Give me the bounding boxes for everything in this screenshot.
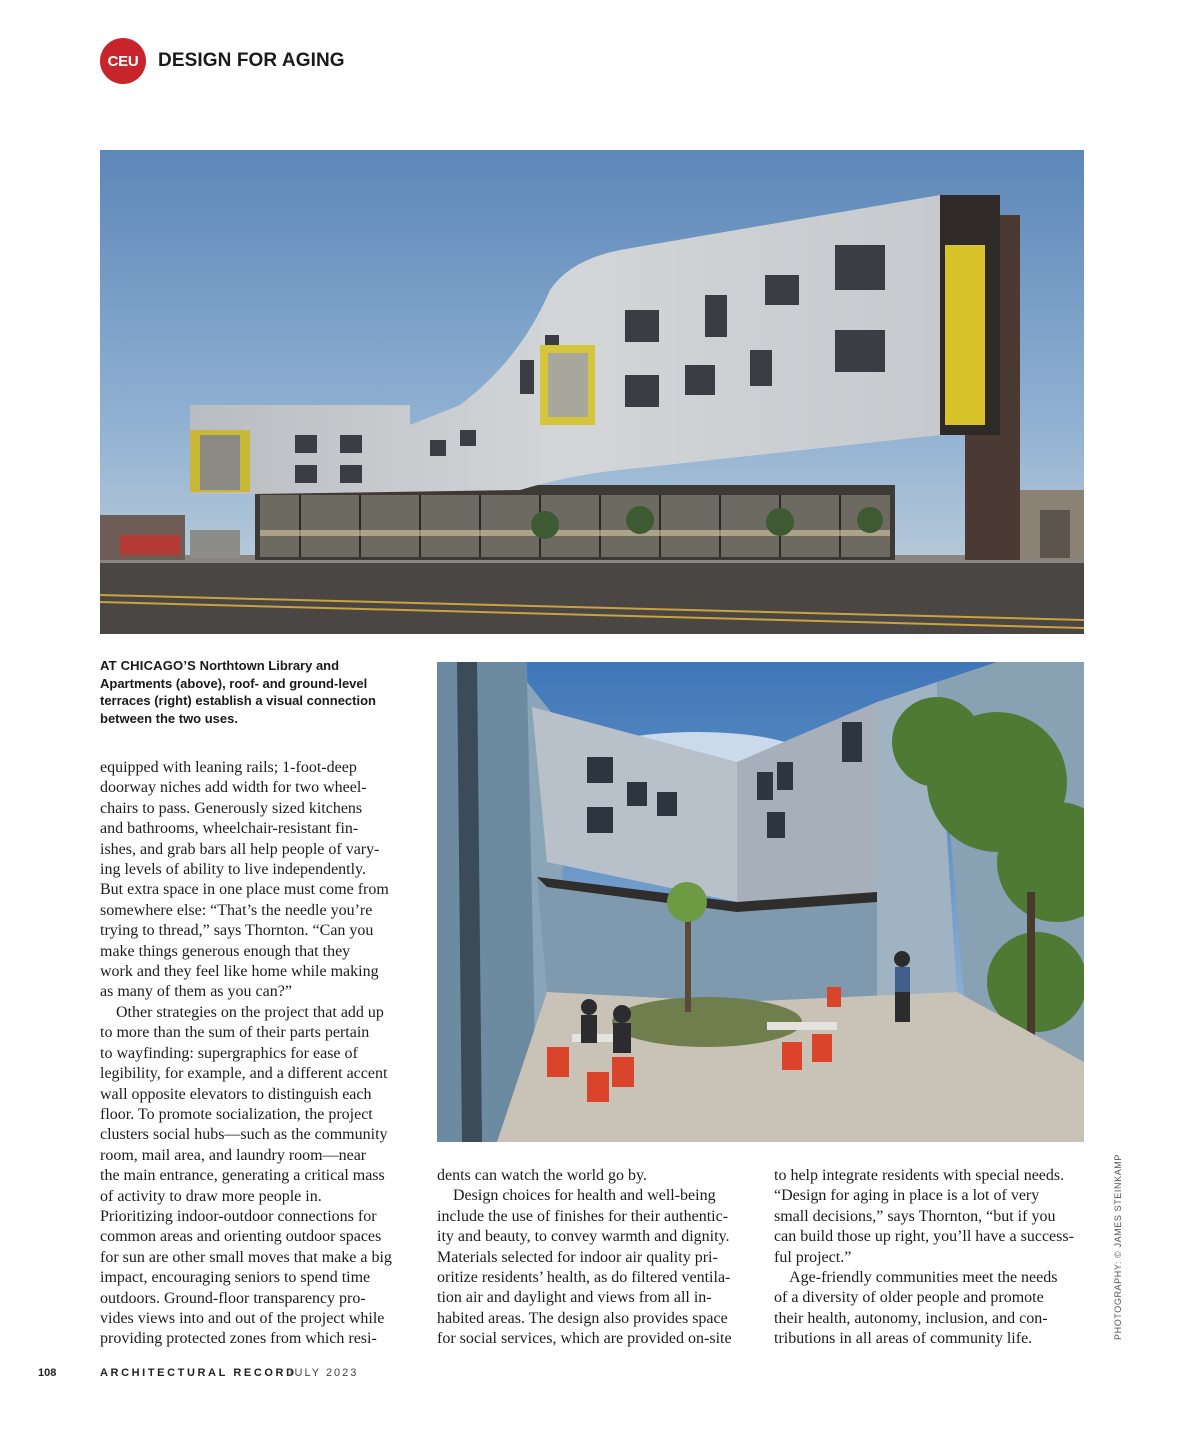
body-text-line: habited areas. The design also provides space	[437, 1309, 728, 1327]
section-header	[100, 38, 345, 84]
body-text-line: clusters social hubs—such as the community	[100, 1126, 388, 1144]
body-text-line: for sun are other small moves that make a big	[100, 1248, 392, 1266]
body-text-line: include the use of finishes for their authentic-	[437, 1207, 729, 1225]
body-text-line: ishes, and grab bars all help people of vary-	[100, 840, 380, 858]
body-text-line: Other strategies on the project that add up	[100, 1003, 384, 1021]
publication-name: ARCHITECTURAL RECORD	[100, 1367, 297, 1379]
photo-credit: PHOTOGRAPHY: © JAMES STEINKAMP	[1113, 1154, 1123, 1340]
body-text-line: ful project.”	[774, 1248, 852, 1266]
body-text-line: impact, encouraging seniors to spend time	[100, 1269, 371, 1287]
body-column-middle	[437, 1166, 757, 1350]
body-text-line: their health, autonomy, inclusion, and con-	[774, 1309, 1048, 1327]
ceu-badge: CEU	[100, 38, 146, 84]
courtyard-photo	[437, 662, 1084, 1142]
body-text-line: and bathrooms, wheelchair-resistant fin-	[100, 820, 359, 838]
body-text-line: equipped with leaning rails; 1-foot-deep	[100, 759, 357, 776]
body-text-line: make things generous enough that they	[100, 942, 351, 960]
body-text-line: tributions in all areas of community life.	[774, 1330, 1033, 1348]
body-text-line: ing levels of ability to live independently.	[100, 861, 367, 879]
body-text-line: doorway niches add width for two wheel-	[100, 779, 367, 797]
body-text-line: chairs to pass. Generously sized kitchens	[100, 799, 363, 817]
building-exterior-photo	[100, 150, 1084, 634]
body-text-line: “Design for aging in place is a lot of very	[774, 1187, 1040, 1205]
body-text-line: to help integrate residents with special needs.	[774, 1167, 1065, 1184]
body-text-line: to more than the sum of their parts pertain	[100, 1024, 370, 1042]
caption-text: Northtown Library and Apartments (above), roof- and ground-level terraces (right) establish a visual connection between the two uses.	[100, 658, 376, 726]
issue-date: JULY 2023	[287, 1367, 359, 1379]
body-text-line: work and they feel like home while making	[100, 963, 379, 981]
body-text-line: of activity to draw more people in.	[100, 1187, 322, 1205]
body-text-line: of a diversity of older people and promote	[774, 1289, 1044, 1307]
body-text-line: trying to thread,” says Thornton. “Can you	[100, 922, 374, 940]
body-text-line: legibility, for example, and a different accent	[100, 1065, 388, 1083]
body-column-left	[100, 758, 420, 1350]
body-text-line: common areas and orienting outdoor spaces	[100, 1228, 382, 1246]
body-text-line: somewhere else: “That’s the needle you’re	[100, 901, 373, 919]
section-title: DESIGN FOR AGING	[158, 50, 345, 71]
body-text-line: But extra space in one place must come from	[100, 881, 389, 899]
body-text-line: room, mail area, and laundry room—near	[100, 1146, 367, 1164]
page-number: 108	[38, 1367, 57, 1379]
body-text-line: Age-friendly communities meet the needs	[774, 1269, 1058, 1287]
body-text-line: for social services, which are provided on-site	[437, 1330, 732, 1348]
body-text-line: Materials selected for indoor air quality pri-	[437, 1248, 718, 1266]
photo-caption	[100, 657, 400, 727]
body-text-line: outdoors. Ground-floor transparency pro-	[100, 1289, 366, 1307]
body-text-line: floor. To promote socialization, the project	[100, 1105, 373, 1123]
body-text-line: Design choices for health and well-being	[437, 1187, 716, 1205]
caption-lead: AT CHICAGO’S	[100, 658, 197, 673]
body-text-line: Prioritizing indoor-outdoor connections for	[100, 1207, 377, 1225]
body-text-line: as many of them as you can?”	[100, 983, 292, 1001]
body-text-line: tion air and daylight and views from all in-	[437, 1289, 712, 1307]
body-text-line: providing protected zones from which resi-	[100, 1330, 377, 1348]
body-text-line: small decisions,” says Thornton, “but if you	[774, 1207, 1056, 1225]
body-text-line: wall opposite elevators to distinguish each	[100, 1085, 372, 1103]
body-text-line: ity and beauty, to convey warmth and dignity.	[437, 1228, 730, 1246]
body-text-line: can build those up right, you’ll have a success-	[774, 1228, 1074, 1246]
body-text-line: vides views into and out of the project while	[100, 1309, 385, 1327]
body-text-line: to wayfinding: supergraphics for ease of	[100, 1044, 358, 1062]
body-column-right	[774, 1166, 1094, 1350]
body-text-line: oritize residents’ health, as do filtered ventila-	[437, 1269, 731, 1287]
body-text-line: the main entrance, generating a critical mass	[100, 1167, 385, 1185]
body-text-line: dents can watch the world go by.	[437, 1167, 648, 1184]
